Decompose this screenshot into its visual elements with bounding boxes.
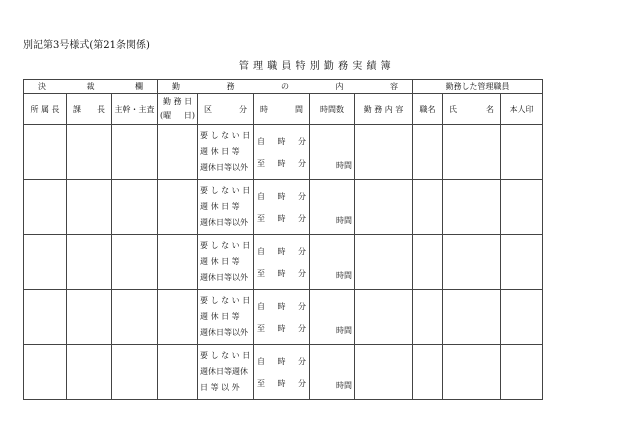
category-char-1: 区 [204, 104, 213, 114]
time-cell[interactable] [254, 125, 310, 180]
category-cell [198, 180, 254, 235]
chief-seal-cell[interactable] [112, 345, 158, 400]
time-cell[interactable] [254, 345, 310, 400]
category-option: 週 休 日 等 [200, 312, 240, 321]
hour-unit: 時 [277, 213, 286, 223]
category-option: 週休日等以外 [200, 218, 249, 227]
chief-seal-cell[interactable] [112, 290, 158, 345]
header-row-1 [24, 80, 543, 94]
category-cell [198, 290, 254, 345]
hours-unit: 時間 [336, 326, 353, 335]
position-cell[interactable] [413, 180, 443, 235]
head-of-office-seal-cell[interactable] [24, 180, 67, 235]
position-cell[interactable] [413, 235, 443, 290]
minute-unit: 分 [298, 268, 307, 278]
position-cell[interactable] [413, 290, 443, 345]
duty-content-cell[interactable] [355, 125, 413, 180]
head-of-office-seal-cell[interactable] [24, 125, 67, 180]
category-option: 週休日等以外 [200, 273, 249, 282]
to-label: 至 [257, 323, 266, 333]
duty-content-cell[interactable] [355, 345, 413, 400]
work-content-char-2: 務 [226, 82, 235, 91]
header-row-2 [24, 94, 543, 125]
duty-content-header: 勤 務 内 容 [355, 94, 413, 125]
from-label: 自 [257, 136, 266, 146]
to-label: 至 [257, 213, 266, 223]
hours-cell[interactable] [310, 290, 355, 345]
work-content-char-1: 勤 [172, 82, 181, 91]
head-of-office-header: 所 属 長 [24, 94, 67, 125]
seal-cell[interactable] [501, 180, 543, 235]
section-chief-header [67, 94, 112, 125]
category-option: 週 休 日 等 [200, 257, 240, 266]
to-label: 至 [257, 268, 266, 278]
category-option: 週休日等週休 [200, 367, 249, 376]
duty-content-cell[interactable] [355, 235, 413, 290]
duty-content-cell[interactable] [355, 180, 413, 235]
duty-content-cell[interactable] [355, 290, 413, 345]
category-option: 週休日等以外 [200, 328, 249, 337]
head-of-office-seal-cell[interactable] [24, 290, 67, 345]
seal-cell[interactable] [501, 125, 543, 180]
to-label: 至 [257, 158, 266, 168]
work-day-header [158, 94, 198, 125]
table-row [24, 345, 543, 400]
table-row [24, 290, 543, 345]
category-option: 日 等 以 外 [200, 383, 240, 392]
seal-cell[interactable] [501, 290, 543, 345]
hours-cell[interactable] [310, 180, 355, 235]
minute-unit: 分 [298, 191, 307, 201]
time-header [254, 94, 310, 125]
to-label: 至 [257, 378, 266, 388]
weekday-close: 日) [183, 111, 196, 120]
chief-seal-cell[interactable] [112, 235, 158, 290]
work-day-cell[interactable] [158, 180, 198, 235]
hours-cell[interactable] [310, 345, 355, 400]
work-content-header [158, 80, 413, 94]
category-header [198, 94, 254, 125]
hour-unit: 時 [277, 378, 286, 388]
time-char-2: 間 [295, 104, 304, 114]
hours-unit: 時間 [336, 161, 353, 170]
name-char-1: 氏 [449, 104, 458, 114]
work-day-cell[interactable] [158, 290, 198, 345]
section-chief-char-1: 課 [73, 104, 81, 114]
minute-unit: 分 [298, 136, 307, 146]
section-chief-seal-cell[interactable] [67, 345, 112, 400]
name-cell[interactable] [443, 180, 501, 235]
name-cell[interactable] [443, 345, 501, 400]
position-header: 職名 [413, 94, 443, 125]
minute-unit: 分 [298, 246, 307, 256]
from-label: 自 [257, 191, 266, 201]
section-chief-seal-cell[interactable] [67, 125, 112, 180]
approval-char-3: 欄 [135, 82, 144, 91]
table-row [24, 180, 543, 235]
minute-unit: 分 [298, 301, 307, 311]
hour-unit: 時 [277, 246, 286, 256]
category-char-2: 分 [239, 104, 248, 114]
chief-seal-cell[interactable] [112, 180, 158, 235]
name-header [443, 94, 501, 125]
name-cell[interactable] [443, 125, 501, 180]
category-option: 要 し な い 日 [200, 131, 251, 140]
category-option: 要 し な い 日 [200, 241, 251, 250]
category-cell [198, 345, 254, 400]
section-chief-seal-cell[interactable] [67, 180, 112, 235]
hour-unit: 時 [277, 136, 286, 146]
chief-seal-cell[interactable] [112, 125, 158, 180]
head-of-office-seal-cell[interactable] [24, 345, 67, 400]
approval-column-header [24, 80, 158, 94]
category-option: 要 し な い 日 [200, 351, 251, 360]
hour-unit: 時 [277, 158, 286, 168]
work-day-label: 勤 務 日 [162, 97, 193, 106]
weekday-open: (曜 [160, 111, 172, 120]
category-option: 週休日等以外 [200, 163, 249, 172]
seal-cell[interactable] [501, 235, 543, 290]
work-content-char-5: 容 [390, 82, 399, 91]
section-chief-char-2: 長 [97, 104, 105, 114]
minute-unit: 分 [298, 378, 307, 388]
position-cell[interactable] [413, 345, 443, 400]
position-cell[interactable] [413, 125, 443, 180]
hour-unit: 時 [277, 356, 286, 366]
chief-header: 主幹・主査 [112, 94, 158, 125]
hour-unit: 時 [277, 323, 286, 333]
record-table [23, 79, 543, 400]
head-of-office-seal-cell[interactable] [24, 235, 67, 290]
name-cell[interactable] [443, 235, 501, 290]
manager-header: 勤務した管理職員 [413, 80, 543, 94]
work-day-cell[interactable] [158, 125, 198, 180]
name-char-2: 名 [486, 104, 495, 114]
time-cell[interactable] [254, 235, 310, 290]
section-chief-seal-cell[interactable] [67, 290, 112, 345]
time-char-1: 時 [260, 104, 269, 114]
category-option: 週 休 日 等 [200, 202, 240, 211]
category-option: 要 し な い 日 [200, 186, 251, 195]
table-row [24, 235, 543, 290]
hour-unit: 時 [277, 268, 286, 278]
approval-char-1: 決 [38, 82, 46, 91]
hours-cell[interactable] [310, 235, 355, 290]
from-label: 自 [257, 246, 266, 256]
hours-unit: 時間 [336, 381, 353, 390]
category-option: 要 し な い 日 [200, 296, 251, 305]
work-day-cell[interactable] [158, 345, 198, 400]
hour-unit: 時 [277, 191, 286, 201]
section-chief-seal-cell[interactable] [67, 235, 112, 290]
hours-unit: 時間 [336, 271, 353, 280]
minute-unit: 分 [298, 213, 307, 223]
name-cell[interactable] [443, 290, 501, 345]
minute-unit: 分 [298, 356, 307, 366]
table-row [24, 125, 543, 180]
time-cell[interactable] [254, 180, 310, 235]
approval-char-2: 裁 [86, 82, 95, 91]
from-label: 自 [257, 301, 266, 311]
minute-unit: 分 [298, 323, 307, 333]
seal-cell[interactable] [501, 345, 543, 400]
from-label: 自 [257, 356, 266, 366]
work-day-cell[interactable] [158, 235, 198, 290]
work-content-char-4: 内 [335, 82, 344, 91]
category-option: 週 休 日 等 [200, 147, 240, 156]
hours-unit: 時間 [336, 216, 353, 225]
form-reference: 別記第3号様式(第21条関係) [23, 40, 150, 51]
work-content-char-3: の [281, 82, 290, 91]
hours-header: 時間数 [310, 94, 355, 125]
document-title: 管 理 職 員 特 別 勤 務 実 績 簿 [238, 61, 392, 72]
seal-header: 本人印 [501, 94, 543, 125]
time-cell[interactable] [254, 290, 310, 345]
minute-unit: 分 [298, 158, 307, 168]
category-cell [198, 125, 254, 180]
category-cell [198, 235, 254, 290]
hours-cell[interactable] [310, 125, 355, 180]
hour-unit: 時 [277, 301, 286, 311]
